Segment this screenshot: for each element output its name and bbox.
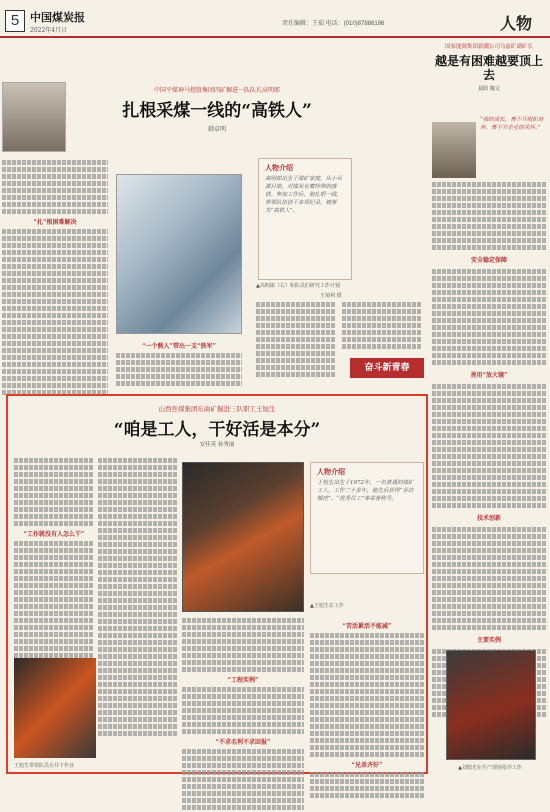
brand-mark: 奋斗新青春 (350, 358, 424, 378)
publication-date: 2022年4月日 (30, 27, 68, 34)
feature-subhead: “苦活累活不能减” (342, 623, 392, 630)
sidebar-subhead: 安全稳定保障 (470, 257, 507, 264)
feature-photo (182, 462, 304, 612)
page-number: 5 (5, 10, 25, 32)
feature-byline: 安佳英 孙秀丽 (199, 442, 235, 448)
feature-article (6, 394, 428, 774)
feature-photo-caption: ▲王旭生在工作 (310, 603, 344, 609)
feature-headline: “咱是工人，干好活是本分” (113, 420, 321, 440)
feature-profile-title: 人物介绍 (317, 467, 345, 476)
article-byline: 韩卓明 (207, 126, 226, 133)
sidebar-subhead: 善用“放大镜” (470, 372, 508, 379)
article-headline: 扎根采煤一线的“高铁人” (122, 101, 312, 121)
feature-column-4 (310, 618, 424, 800)
sidebar-headline: 越是有困难越要顶上去 (434, 54, 543, 82)
section-title: 人物 (500, 14, 533, 33)
article-column-2 (116, 338, 242, 388)
profile-box (258, 158, 352, 280)
article-subhead: “扎”根困难解决 (33, 219, 77, 226)
profile-title: 人物介绍 (265, 163, 293, 172)
feature-column-3 (182, 618, 304, 812)
author-portrait (2, 82, 66, 152)
masthead-rule (0, 36, 550, 38)
article-tagline: 中国平煤神马控股集团四矿掘进一队队长高明郎 (153, 87, 280, 94)
feature-profile-box (310, 462, 424, 574)
sidebar-photo (446, 650, 536, 760)
sidebar-subhead: 技术创新 (476, 515, 501, 522)
feature-photo-small (14, 658, 96, 758)
sidebar-tagline: 国家能源集团新疆公司乌兹矿副矿长 (444, 44, 533, 50)
feature-small-caption: 王旭生带领队员在井下作业 (14, 763, 75, 769)
profile-text: 高明郎出生于煤矿家庭，从小耳濡目染，对煤炭有着特殊的感情。参加工作后，他扎根一线，带领队伍创下多项纪录，被誉为“高铁人”。 (265, 176, 343, 214)
main-article (0, 40, 422, 390)
photo-credit: 王菊利 摄 (320, 293, 342, 299)
feature-tagline: 山西焦煤集团东曲矿掘进三队职工王旭生 (158, 405, 276, 413)
sidebar-subhead: 主要实例 (476, 637, 501, 644)
paper-name: 中国煤炭报 (30, 11, 85, 24)
feature-profile-text: 王旭生出生于1972年，一名普通的煤矿工人。工作二十多年，他先后获得“劳动模范”、“优秀员工”等荣誉称号。 (317, 480, 414, 502)
article-column-3 (256, 302, 336, 379)
sidebar-portrait (432, 122, 476, 178)
masthead (0, 0, 550, 38)
article-column-1 (2, 160, 108, 397)
article-subhead-2: “一个熊人”带出一支“铁军” (142, 343, 216, 350)
sidebar-body (432, 182, 546, 719)
sidebar-article (430, 40, 548, 775)
feature-column-2 (98, 458, 178, 738)
article-column-4 (342, 302, 422, 351)
editors-line: 责任编辑：王茹 电话：(010)87886196 (282, 21, 385, 27)
feature-subhead: “不求名利不求回报” (215, 739, 271, 746)
feature-subhead: “兄弟齐好” (351, 762, 383, 769)
article-photo (116, 174, 242, 334)
sidebar-byline: 晨阳 魏文 (478, 86, 500, 92)
photo-caption: ▲高明郎（右）和队员们研究工作计划 (256, 283, 340, 289)
feature-subhead: “工程实例” (227, 677, 259, 684)
feature-subhead: “工作就没有人怎么干” (23, 531, 85, 538)
sidebar-photo-caption: ▲刘德光在生产现场指导工作 (458, 765, 522, 771)
sidebar-quote: “我的成长，离不开组织培养，离不开企业的关怀。” (480, 117, 544, 131)
